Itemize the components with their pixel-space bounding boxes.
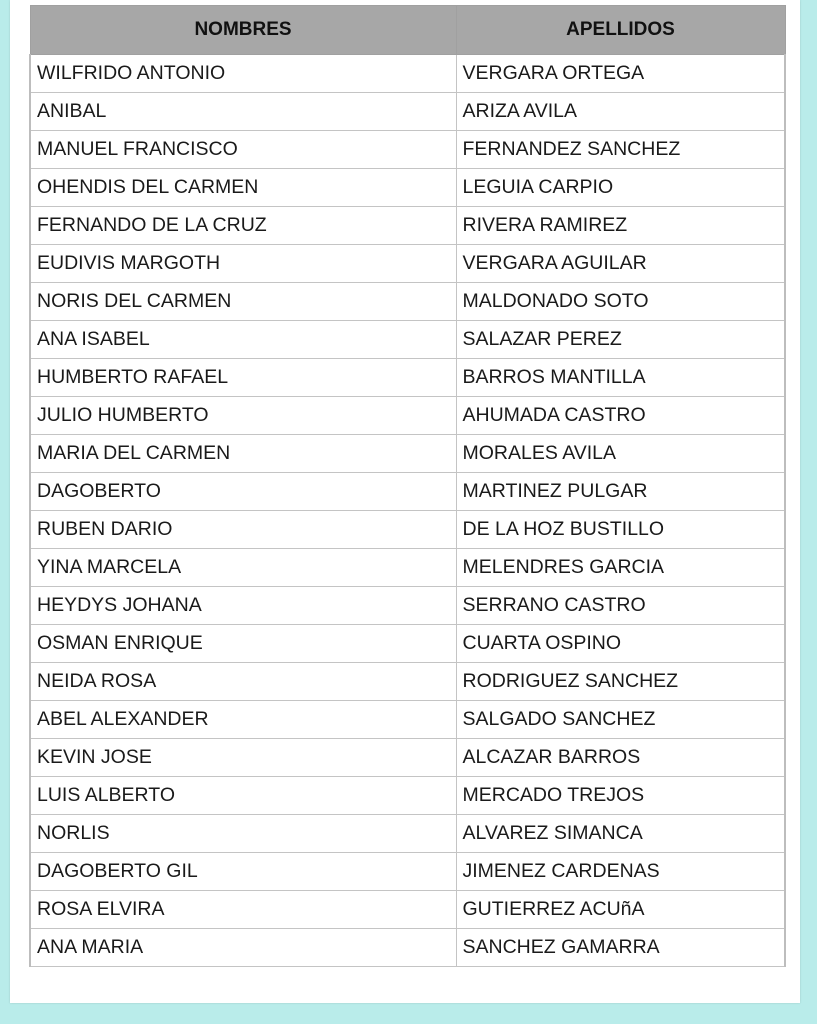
cell-nombres: OHENDIS DEL CARMEN (30, 169, 456, 207)
table-row (30, 359, 785, 397)
cell-apellidos: DE LA HOZ BUSTILLO (456, 511, 785, 549)
table-row (30, 511, 785, 549)
table-row (30, 663, 785, 701)
cell-nombres: HUMBERTO RAFAEL (30, 359, 456, 397)
cell-nombres: NORLIS (30, 815, 456, 853)
table-row (30, 397, 785, 435)
cell-nombres: ANA ISABEL (30, 321, 456, 359)
cell-nombres: YINA MARCELA (30, 549, 456, 587)
cell-apellidos: SERRANO CASTRO (456, 587, 785, 625)
cell-apellidos: MELENDRES GARCIA (456, 549, 785, 587)
table-row (30, 777, 785, 815)
table-row (30, 549, 785, 587)
cell-apellidos: MALDONADO SOTO (456, 283, 785, 321)
cell-nombres: WILFRIDO ANTONIO (30, 55, 456, 93)
table-row (30, 55, 785, 93)
table-row (30, 929, 785, 967)
cell-nombres: OSMAN ENRIQUE (30, 625, 456, 663)
table-row (30, 283, 785, 321)
cell-apellidos: ARIZA AVILA (456, 93, 785, 131)
cell-nombres: JULIO HUMBERTO (30, 397, 456, 435)
table-row (30, 207, 785, 245)
table-row (30, 739, 785, 777)
table-row (30, 891, 785, 929)
cell-apellidos: LEGUIA CARPIO (456, 169, 785, 207)
table-row (30, 131, 785, 169)
cell-apellidos: VERGARA ORTEGA (456, 55, 785, 93)
table-row (30, 321, 785, 359)
cell-apellidos: ALVAREZ SIMANCA (456, 815, 785, 853)
cell-apellidos: CUARTA OSPINO (456, 625, 785, 663)
cell-apellidos: SALAZAR PEREZ (456, 321, 785, 359)
cell-nombres: ROSA ELVIRA (30, 891, 456, 929)
cell-apellidos: BARROS MANTILLA (456, 359, 785, 397)
cell-nombres: NEIDA ROSA (30, 663, 456, 701)
table-row (30, 169, 785, 207)
table-row (30, 435, 785, 473)
cell-apellidos: FERNANDEZ SANCHEZ (456, 131, 785, 169)
table-row (30, 701, 785, 739)
table-header-row (30, 6, 785, 55)
cell-apellidos: ALCAZAR BARROS (456, 739, 785, 777)
cell-apellidos: MARTINEZ PULGAR (456, 473, 785, 511)
cell-nombres: HEYDYS JOHANA (30, 587, 456, 625)
cell-nombres: NORIS DEL CARMEN (30, 283, 456, 321)
table-row (30, 587, 785, 625)
cell-apellidos: GUTIERREZ ACUñA (456, 891, 785, 929)
cell-nombres: ANIBAL (30, 93, 456, 131)
cell-apellidos: SALGADO SANCHEZ (456, 701, 785, 739)
cell-nombres: LUIS ALBERTO (30, 777, 456, 815)
table-row (30, 853, 785, 891)
cell-nombres: KEVIN JOSE (30, 739, 456, 777)
cell-nombres: RUBEN DARIO (30, 511, 456, 549)
cell-nombres: ANA MARIA (30, 929, 456, 967)
cell-apellidos: MORALES AVILA (456, 435, 785, 473)
table-row (30, 473, 785, 511)
cell-apellidos: RIVERA RAMIREZ (456, 207, 785, 245)
table-row (30, 625, 785, 663)
cell-nombres: MANUEL FRANCISCO (30, 131, 456, 169)
table-row (30, 245, 785, 283)
cell-apellidos: JIMENEZ CARDENAS (456, 853, 785, 891)
cell-nombres: FERNANDO DE LA CRUZ (30, 207, 456, 245)
cell-apellidos: SANCHEZ GAMARRA (456, 929, 785, 967)
cell-apellidos: RODRIGUEZ SANCHEZ (456, 663, 785, 701)
names-table (29, 5, 786, 967)
cell-nombres: DAGOBERTO (30, 473, 456, 511)
cell-nombres: DAGOBERTO GIL (30, 853, 456, 891)
header-apellidos: APELLIDOS (456, 6, 785, 55)
cell-apellidos: MERCADO TREJOS (456, 777, 785, 815)
table-row (30, 93, 785, 131)
cell-nombres: EUDIVIS MARGOTH (30, 245, 456, 283)
header-nombres: NOMBRES (30, 6, 456, 55)
document-page (10, 0, 800, 1003)
table-body (30, 55, 785, 967)
cell-apellidos: AHUMADA CASTRO (456, 397, 785, 435)
cell-nombres: MARIA DEL CARMEN (30, 435, 456, 473)
table-row (30, 815, 785, 853)
cell-apellidos: VERGARA AGUILAR (456, 245, 785, 283)
cell-nombres: ABEL ALEXANDER (30, 701, 456, 739)
